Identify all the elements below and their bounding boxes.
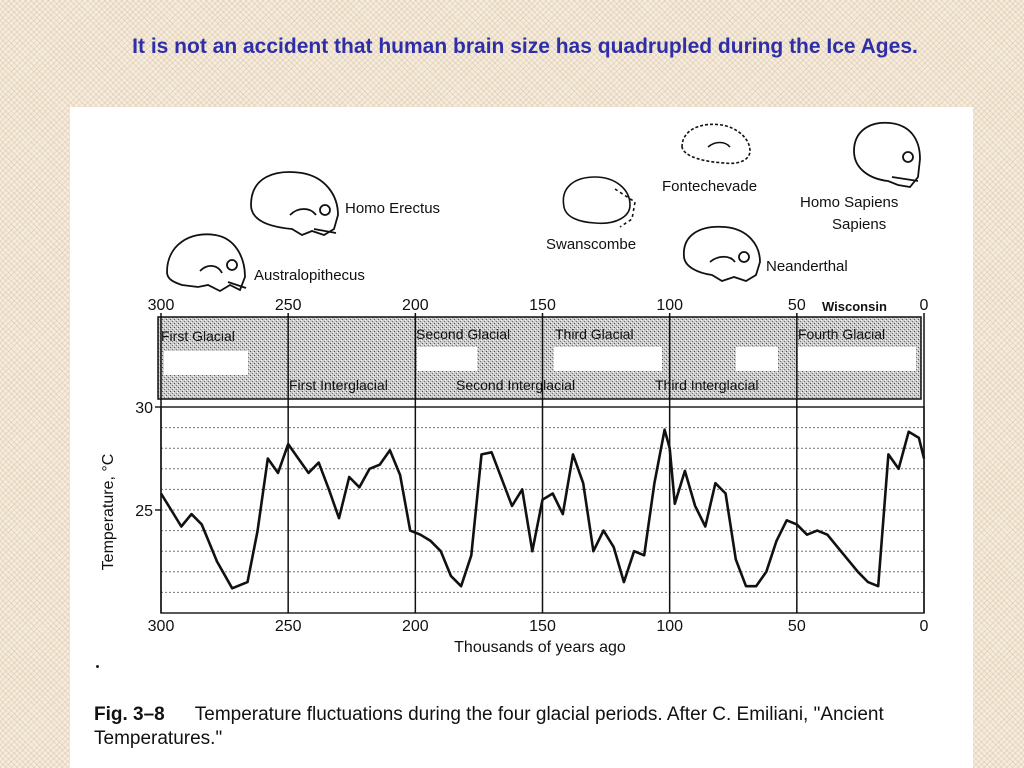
glacial-block xyxy=(164,351,248,375)
top-tick-label: 250 xyxy=(274,297,302,314)
label-homo-erectus: Homo Erectus xyxy=(345,200,441,217)
skull-australopithecus-icon xyxy=(167,234,246,291)
x-tick-label: 0 xyxy=(919,618,929,635)
y-tick-label: 30 xyxy=(135,400,153,417)
top-tick-label: 0 xyxy=(919,297,929,314)
x-axis-label: Thousands of years ago xyxy=(454,639,626,656)
stage-fourth-glacial: Fourth Glacial xyxy=(798,326,886,342)
caption-label: Fig. 3–8 xyxy=(94,704,165,725)
top-tick-label: 300 xyxy=(147,297,175,314)
glacial-block xyxy=(417,347,477,371)
skull-fontechevade-icon xyxy=(682,124,750,163)
top-tick-label: 200 xyxy=(401,297,429,314)
glacial-block xyxy=(736,347,778,371)
skull-homo-sapiens-icon xyxy=(854,123,920,187)
label-australopithecus: Australopithecus xyxy=(254,267,365,284)
x-tick-label: 250 xyxy=(274,618,302,635)
skull-neanderthal-icon xyxy=(684,227,760,281)
glacial-block xyxy=(798,347,916,371)
top-tick-label: 50 xyxy=(787,297,806,314)
label-sapiens: Sapiens xyxy=(832,216,887,233)
stage-second-glacial: Second Glacial xyxy=(416,326,511,342)
slide-title: It is not an accident that human brain size has quadrupled during the Ice Ages. xyxy=(132,35,918,58)
y-tick-label: 25 xyxy=(135,503,153,520)
x-tick-label: 50 xyxy=(787,618,806,635)
figure-panel xyxy=(70,107,973,768)
stage-first-interglacial: First Interglacial xyxy=(289,377,388,393)
top-tick-label: 100 xyxy=(656,297,684,314)
label-neanderthal: Neanderthal xyxy=(766,258,848,275)
x-tick-label: 300 xyxy=(147,618,175,635)
skull-swanscombe-icon xyxy=(563,177,635,227)
x-tick-label: 150 xyxy=(529,618,556,635)
x-tick-label: 200 xyxy=(401,618,429,635)
y-axis-label: Temperature, °C xyxy=(100,453,117,571)
chart xyxy=(70,107,973,699)
label-homo-sapiens: Homo Sapiens xyxy=(800,194,899,211)
label-swanscombe: Swanscombe xyxy=(546,236,637,253)
caption-text: Temperature fluctuations during the four glacial periods. After C. Emiliani, "Ancient Temperatures." xyxy=(94,704,884,749)
wisconsin-label: Wisconsin xyxy=(822,299,887,314)
stage-second-interglacial: Second Interglacial xyxy=(456,377,576,393)
glacial-block xyxy=(554,347,662,371)
label-fontechevade: Fontechevade xyxy=(662,178,758,195)
stage-third-interglacial: Third Interglacial xyxy=(655,377,759,393)
figure-caption xyxy=(94,703,974,751)
skull-homo-erectus-icon xyxy=(251,172,338,235)
stray-mark xyxy=(96,665,99,668)
x-tick-label: 100 xyxy=(656,618,684,635)
stage-third-glacial: Third Glacial xyxy=(555,326,634,342)
top-tick-label: 150 xyxy=(529,297,556,314)
stage-first-glacial: First Glacial xyxy=(161,328,235,344)
